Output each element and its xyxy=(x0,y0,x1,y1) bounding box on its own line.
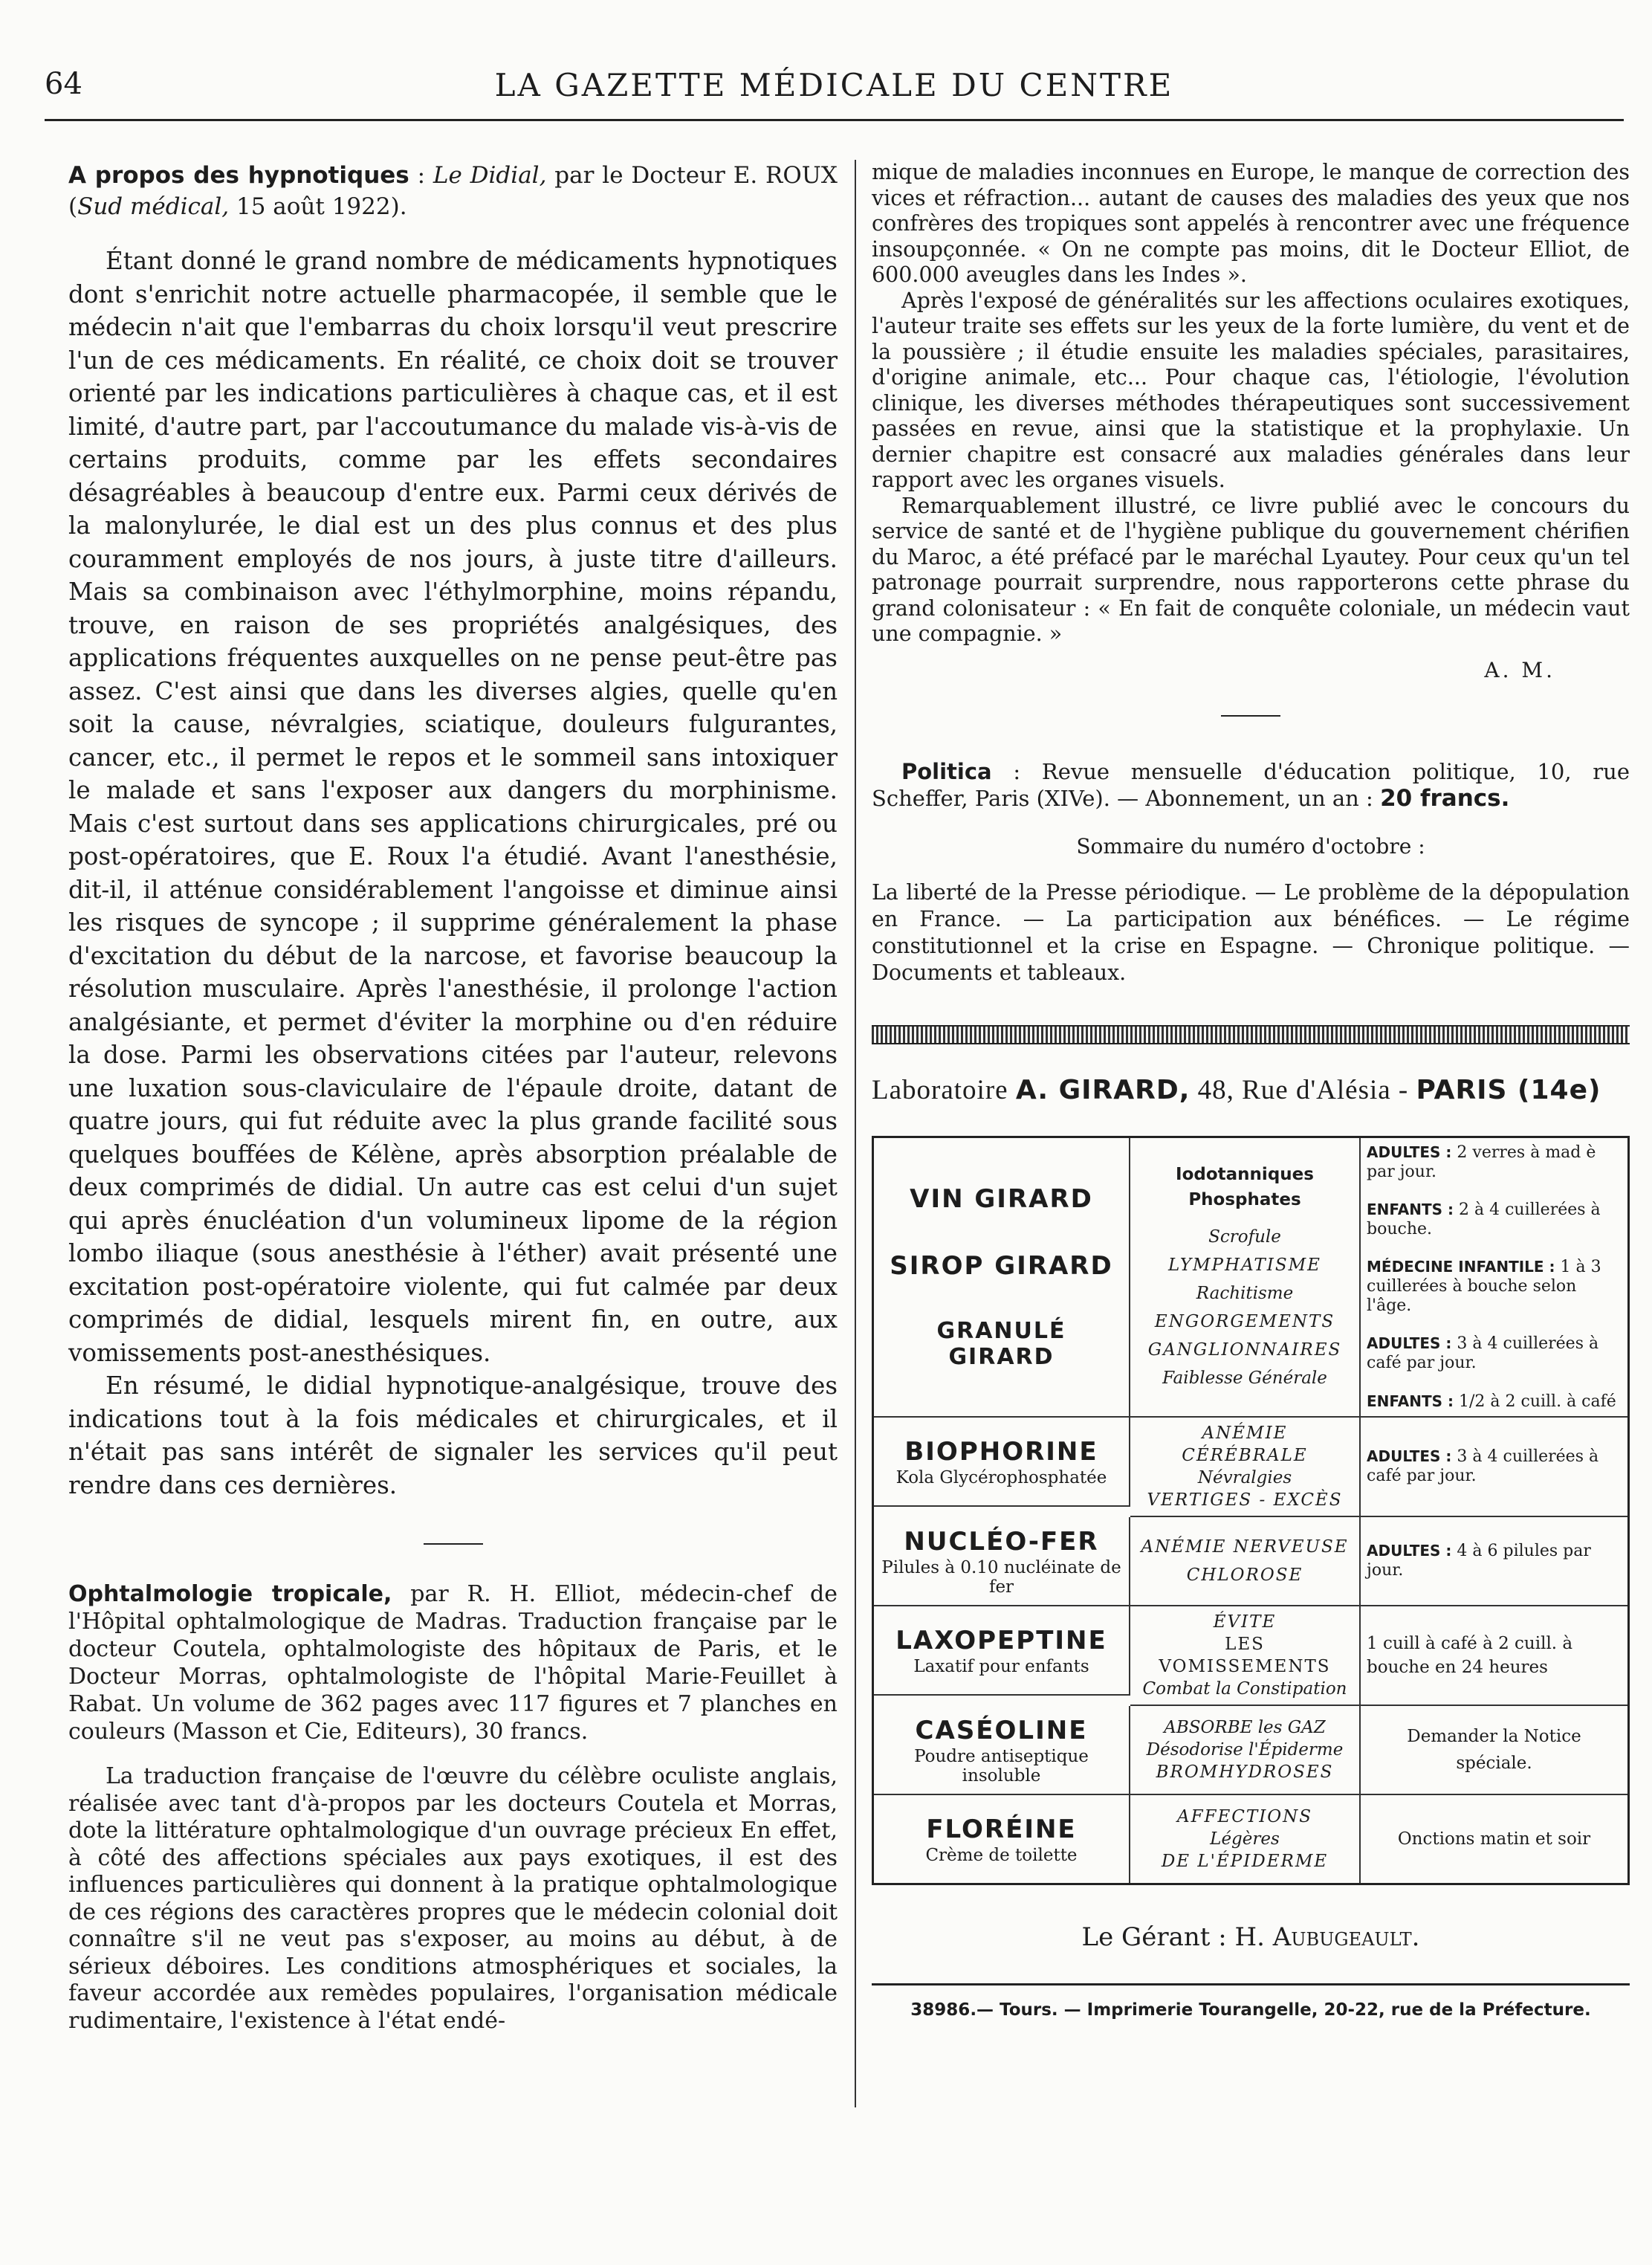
product-cell xyxy=(874,1138,1130,1418)
article-paragraph: Étant donné le grand nombre de médicaments hypnotiques dont s'enrichit notre actuelle pharmacopée, il semble que le médecin n'ait que l'embarras du choix lorsqu'il veut prescrire l'un de ces médicaments. En réalité, ce choix doit se trouver orienté par les indications particulières à chaque cas, et il est limité, d'autre part, par l'accoutumance du malade vis-à-vis de certains produits, comme par les effets secondaires désagréables à beaucoup d'entre eux. Parmi ceux dérivés de la malonylurée, le dial est un des plus connus et des plus couramment employés de nos jours, à juste titre d'ailleurs. Mais sa combinaison avec l'éthylmorphine, moins répandu, trouve, en raison de ses propriétés analgésiques, des applications fréquentes auxquelles on ne pense peut-être pas assez. C'est ainsi que dans les diverses algies, quelle qu'en soit la cause, névralgies, sciatique, douleurs fulgurantes, cancer, etc., il permet le repos et le sommeil sans intoxiquer le malade et sans l'exposer aux dangers du morphinisme. Mais c'est surtout dans ses applications chirurgicales, pré ou post-opératoires, que E. Roux l'a étudié. Avant l'anesthésie, dit-il, il atténue considérablement l'angoisse et diminue ainsi les risques de syncope ; il supprime généralement la phase d'excitation du début de la narcose, et favorise beaucoup la résolution musculaire. Après l'anesthésie, il prolonge l'action analgésiante, et permet d'éviter la morphine ou d'en réduire la dose. Parmi les observations citées par l'auteur, relevons une luxation sous-claviculaire de l'épaule droite, datant de quatre jours, qui fut réduite avec la plus grande facilité sous quelques bouffées de Kélène, après absorption préalable de deux comprimés de didial. Un autre cas est celui d'un sujet qui après énucléation d'un volumineux lipome de la région lombo iliaque (sous anesthésie à l'éther) avait présenté une excitation post-opératoire violente, qui fut calmée par deux comprimés de didial, lesquels mirent fin, en outre, aux vomissements post-anesthésiques. xyxy=(68,247,838,1367)
product-name: BIOPHORINE xyxy=(904,1436,1098,1467)
product-advertisement-table xyxy=(872,1136,1630,1885)
article-paragraph: En résumé, le didial hypnotique-analgésique, trouve des indications tout à la fois médicales et chirurgicales, et il n'était pas sans intérêt de signaler les services qu'il peut rendre dans ces dernières. xyxy=(68,1371,838,1499)
printer-footer: 38986.— Tours. — Imprimerie Tourangelle, 20-22, rue de la Préfecture. xyxy=(872,1983,1630,2020)
left-column xyxy=(68,160,838,2035)
signature: A. M. xyxy=(1484,657,1555,682)
product-cell: BIOPHORINE Kola Glycérophosphatée xyxy=(874,1418,1130,1507)
product-name: SIROP GIRARD xyxy=(890,1250,1113,1281)
indication-cell: ANÉMIE CÉRÉBRALE Névralgies VERTIGES - EXCÈS xyxy=(1130,1418,1361,1517)
politica-heading: Politica xyxy=(901,758,992,784)
product-cell: FLORÉINE Crème de toilette xyxy=(874,1795,1130,1883)
gerant-line: Le Gérant : H. Aubugeault. xyxy=(1081,1922,1420,1952)
indication-cell: ABSORBE les GAZ Désodorise l'Épiderme BROMHYDROSES xyxy=(1130,1706,1361,1795)
politica-price: 20 francs. xyxy=(1380,784,1510,812)
column-divider xyxy=(855,160,856,2107)
product-cell: NUCLÉO-FER Pilules à 0.10 nucléinate de fer xyxy=(874,1517,1130,1606)
product-cell: LAXOPEPTINE Laxatif pour enfants xyxy=(874,1606,1130,1696)
product-name: LAXOPEPTINE xyxy=(895,1625,1107,1655)
article-hypnotiques-heading: A propos des hypnotiques : Le Didial, par le Docteur E. ROUX (Sud médical, 15 août 1922). xyxy=(68,162,838,220)
politica-notice: Politica : Revue mensuelle d'éducation politique, 10, rue Scheffer, Paris (XIVe). — Abonnement, un an : 20 francs. xyxy=(872,758,1630,812)
article-ophtalmologie-heading: Ophtalmologie tropicale, par R. H. Elliot, médecin-chef de l'Hôpital ophtalmologique de Madras. Traduction française par le docteur Coutela, ophtalmologiste des hôpitaux de Paris, et le Docteur Morras, ophtalmologiste de l'hôpital Marie-Feuillet à Rabat. Un volume de 362 pages avec 117 figures et 7 planches en couleurs (Masson et Cie, Editeurs), 30 francs. xyxy=(68,1581,838,1745)
article-paragraph: mique de maladies inconnues en Europe, le manque de correction des vices et réfraction... autant de causes des maladies des yeux que nos confrères des tropiques sont appelés à rencontrer avec une fréquence insoupçonnée. « On ne compte pas moins, dit le Docteur Elliot, de 600.000 aveugles dans les Indes ». xyxy=(872,160,1630,287)
product-name: VIN GIRARD xyxy=(910,1183,1093,1214)
sommaire-heading: Sommaire du numéro d'octobre : xyxy=(1076,833,1425,859)
product-name: CASÉOLINE xyxy=(915,1715,1088,1745)
product-name: FLORÉINE xyxy=(926,1814,1077,1844)
dosage-cell: Demander la Notice spéciale. xyxy=(1361,1706,1627,1795)
article-title: Le Didial, xyxy=(433,162,547,189)
article-paragraph: Remarquablement illustré, ce livre publié avec le concours du service de santé et de l'hygiène publique du gouvernement chérifien du Maroc, a été préfacé par le maréchal Lyautey. Pour ceux qu'un tel patronage pourrait surprendre, nous rapporterons cette phrase du grand colonisateur : « En fait de conquête coloniale, un médecin vaut une compagnie. » xyxy=(872,493,1630,646)
dosage-cell: ADULTES : 2 verres à mad è par jour. ENFANTS : 2 à 4 cuillerées à bouche. MÉDECINE INFANTILE : 1 à 3 cuillerées à bouche selon l'âge. ADULTES : 3 à 4 cuillerées à café par jour. ENFANTS : 1/2 à 2 cuill. à café xyxy=(1361,1138,1627,1418)
article-paragraph: Après l'exposé de généralités sur les affections oculaires exotiques, l'auteur traite ses effets sur les yeux de la forte lumière, du vent et de la poussière ; il étudie ensuite les maladies spéciales, parasitaires, d'origine animale, etc... Pour chaque cas, l'étiologie, l'évolution clinique, les diverses méthodes thérapeutiques sont successivement passées en revue, ainsi que la statistique et la prophylaxie. Un dernier chapitre est consacré aux maladies générales dans leur rapport avec les organes visuels. xyxy=(872,288,1630,492)
product-name: NUCLÉO-FER xyxy=(904,1526,1099,1557)
indication-cell: ÉVITE LES VOMISSEMENTS Combat la Constipation xyxy=(1130,1606,1361,1706)
indication-cell: ANÉMIE NERVEUSE CHLOROSE xyxy=(1130,1517,1361,1606)
indication-cell: AFFECTIONS Légères DE L'ÉPIDERME xyxy=(1130,1795,1361,1883)
indication-cell: Iodotanniques Phosphates Scrofule LYMPHATISME Rachitisme ENGORGEMENTS GANGLIONNAIRES Faiblesse Générale xyxy=(1130,1138,1361,1418)
article-heading: A propos des hypnotiques xyxy=(68,162,409,189)
journal-title: LA GAZETTE MÉDICALE DU CENTRE xyxy=(494,67,1174,103)
section-separator xyxy=(424,1543,483,1545)
article-paragraph: La traduction française de l'œuvre du célèbre oculiste anglais, réalisée avec tant d'à-propos par les docteurs Coutela et Morras, dote la littérature ophtalmologique d'un ouvrage précieux En effet, à côté des affections spéciales aux pays exotiques, il est des influences particulières qui donnent à la pratique ophtalmologique de ces régions des caractères propres que le médecin colonial doit connaître s'il ne veut pas s'exposer, au moins au début, à de sérieux déboires. Les conditions atmosphériques et sociales, la faveur accordée aux remèdes populaires, l'organisation médicale rudimentaire, l'existence à l'état endé- xyxy=(68,1763,838,2034)
laboratory-header: Laboratoire A. GIRARD, 48, Rue d'Alésia - PARIS (14e) xyxy=(872,1074,1601,1105)
article-heading: Ophtalmologie tropicale, xyxy=(68,1581,392,1607)
dosage-cell: ADULTES : 3 à 4 cuillerées à café par jour. xyxy=(1361,1418,1627,1517)
product-name: GRANULÉ GIRARD xyxy=(936,1317,1066,1370)
page-header xyxy=(45,59,1624,121)
right-column xyxy=(872,160,1630,2020)
section-separator xyxy=(1221,715,1280,717)
page-number: 64 xyxy=(45,67,82,101)
ornamental-rule xyxy=(872,1025,1630,1044)
dosage-cell: ADULTES : 4 à 6 pilules par jour. xyxy=(1361,1517,1627,1606)
dosage-cell: 1 cuill à café à 2 cuill. à bouche en 24 heures xyxy=(1361,1606,1627,1706)
dosage-cell: Onctions matin et soir xyxy=(1397,1829,1591,1849)
product-cell: CASÉOLINE Poudre antiseptique insoluble xyxy=(874,1706,1130,1795)
sommaire-contents: La liberté de la Presse périodique. — Le problème de la dépopulation en France. — La participation aux bénéfices. — Le régime constitutionnel et la crise en Espagne. — Chronique politique. — Documents et tableaux. xyxy=(872,879,1630,985)
